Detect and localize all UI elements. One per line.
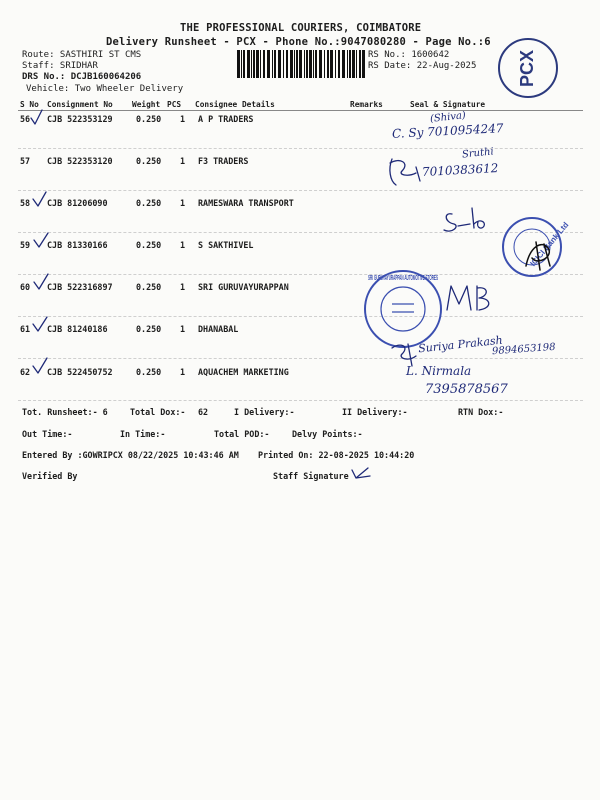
guruvayurappan-stamp-text: SRI GURUVAYURAPPAN AUTOMOTIVE STORES	[368, 275, 439, 282]
route-label: Route: SASTHIRI ST CMS	[22, 50, 142, 60]
row-sno: 60	[20, 282, 31, 292]
row-sno: 59	[20, 240, 31, 250]
staff-signature-mark	[350, 466, 372, 482]
row62-handwritten-name: Suriya Prakash	[417, 333, 504, 356]
row-weight: 0.250	[136, 156, 162, 166]
drs-number: DRS No.: DCJB160064206	[22, 72, 142, 82]
row-pcs: 1	[180, 324, 186, 334]
row60-signature	[443, 280, 503, 316]
runsheet-subtitle: Delivery Runsheet - PCX - Phone No.:9047080280 - Page No.:6	[106, 36, 491, 48]
col-sno: S No	[20, 100, 39, 109]
row-consignee: A P TRADERS	[198, 114, 254, 124]
checkmark-icon	[34, 274, 48, 289]
row-weight: 0.250	[136, 282, 162, 292]
row57-handwritten-phone: 7010383612	[421, 161, 499, 179]
total-dox-label: Total Dox:-	[130, 407, 186, 417]
row-consignee: F3 TRADERS	[198, 156, 249, 166]
row-sno: 56	[20, 114, 31, 124]
row-weight: 0.250	[136, 367, 162, 377]
row-weight: 0.250	[136, 198, 162, 208]
row62-handwritten-phone2: 7395878567	[425, 382, 508, 397]
row-consignment: CJB 81206090	[47, 198, 108, 208]
company-title: THE PROFESSIONAL COURIERS, COIMBATORE	[180, 22, 422, 34]
checkmark-icon	[31, 110, 42, 124]
row-consignment: CJB 522353120	[47, 156, 113, 166]
checkmark-icon	[33, 358, 47, 373]
row-pcs: 1	[180, 282, 186, 292]
row56-handwritten-name: (Shiva)	[429, 110, 467, 125]
vehicle-label: Vehicle: Two Wheeler Delivery	[26, 84, 184, 94]
checkmark-icon	[34, 233, 48, 247]
row57-signature	[386, 155, 426, 189]
checkmark-icon	[33, 317, 47, 331]
icici-stamp-text: ICICI Bank Ltd	[528, 220, 571, 269]
verified-by: Verified By	[22, 471, 78, 481]
row-pcs: 1	[180, 114, 186, 124]
entered-by: Entered By :GOWRIPCX 08/22/2025 10:43:46 AM	[22, 450, 239, 460]
row-sno: 57	[20, 156, 31, 166]
col-weight: Weight	[132, 100, 161, 109]
row-consignee: DHANABAL	[198, 324, 239, 334]
i-delivery: I Delivery:-	[234, 407, 295, 417]
row-consignment: CJB 522353129	[47, 114, 113, 124]
row58-signature	[440, 200, 496, 240]
total-dox-value: 62	[198, 407, 209, 417]
out-time: Out Time:-	[22, 429, 73, 439]
col-consignment: Consignment No	[47, 100, 113, 109]
col-pcs: PCS	[167, 100, 182, 109]
col-seal-signature: Seal & Signature	[410, 100, 486, 109]
row-pcs: 1	[180, 198, 186, 208]
rtn-dox: RTN Dox:-	[458, 407, 504, 417]
rs-number: RS No.: 1600642	[368, 50, 450, 60]
col-remarks: Remarks	[350, 100, 383, 109]
total-runsheet: Tot. Runsheet:- 6	[22, 407, 108, 417]
row57-handwritten-name: Sruthi	[461, 146, 495, 161]
ii-delivery: II Delivery:-	[342, 407, 408, 417]
row-weight: 0.250	[136, 240, 162, 250]
row-weight: 0.250	[136, 114, 162, 124]
row-consignee: S SAKTHIVEL	[198, 240, 254, 250]
row59-signature	[520, 236, 560, 276]
row-consignment: CJB 81240186	[47, 324, 108, 334]
guruvayurappan-stamp	[362, 268, 444, 350]
row-pcs: 1	[180, 367, 186, 377]
pcx-stamp-text: PCX	[517, 49, 538, 87]
row-consignment: CJB 81330166	[47, 240, 108, 250]
delvy-points: Delvy Points:-	[292, 429, 363, 439]
row-consignment: CJB 522450752	[47, 367, 113, 377]
col-consignee: Consignee Details	[195, 100, 275, 109]
row-sno: 62	[20, 367, 31, 377]
staff-signature-label: Staff Signature	[273, 471, 349, 481]
row-consignment: CJB 522316897	[47, 282, 113, 292]
row-sno: 58	[20, 198, 31, 208]
printed-on: Printed On: 22-08-2025 10:44:20	[258, 450, 415, 460]
row62-handwritten-phone1: 9894653198	[491, 341, 556, 358]
row-consignee: RAMESWARA TRANSPORT	[198, 198, 294, 208]
row-consignee: SRI GURUVAYURAPPAN	[198, 282, 289, 292]
row62-handwritten-name2: L. Nirmala	[406, 364, 472, 378]
row-pcs: 1	[180, 156, 186, 166]
row-weight: 0.250	[136, 324, 162, 334]
row56-handwritten-phone: C. Sy 7010954247	[391, 121, 504, 141]
row-sno: 61	[20, 324, 31, 334]
rs-date: RS Date: 22-Aug-2025	[368, 61, 477, 71]
total-pod: Total POD:-	[214, 429, 270, 439]
row-pcs: 1	[180, 240, 186, 250]
row-consignee: AQUACHEM MARKETING	[198, 367, 289, 377]
checkmark-icon	[33, 192, 46, 206]
in-time: In Time:-	[120, 429, 166, 439]
staff-label: Staff: SRIDHAR	[22, 61, 98, 71]
